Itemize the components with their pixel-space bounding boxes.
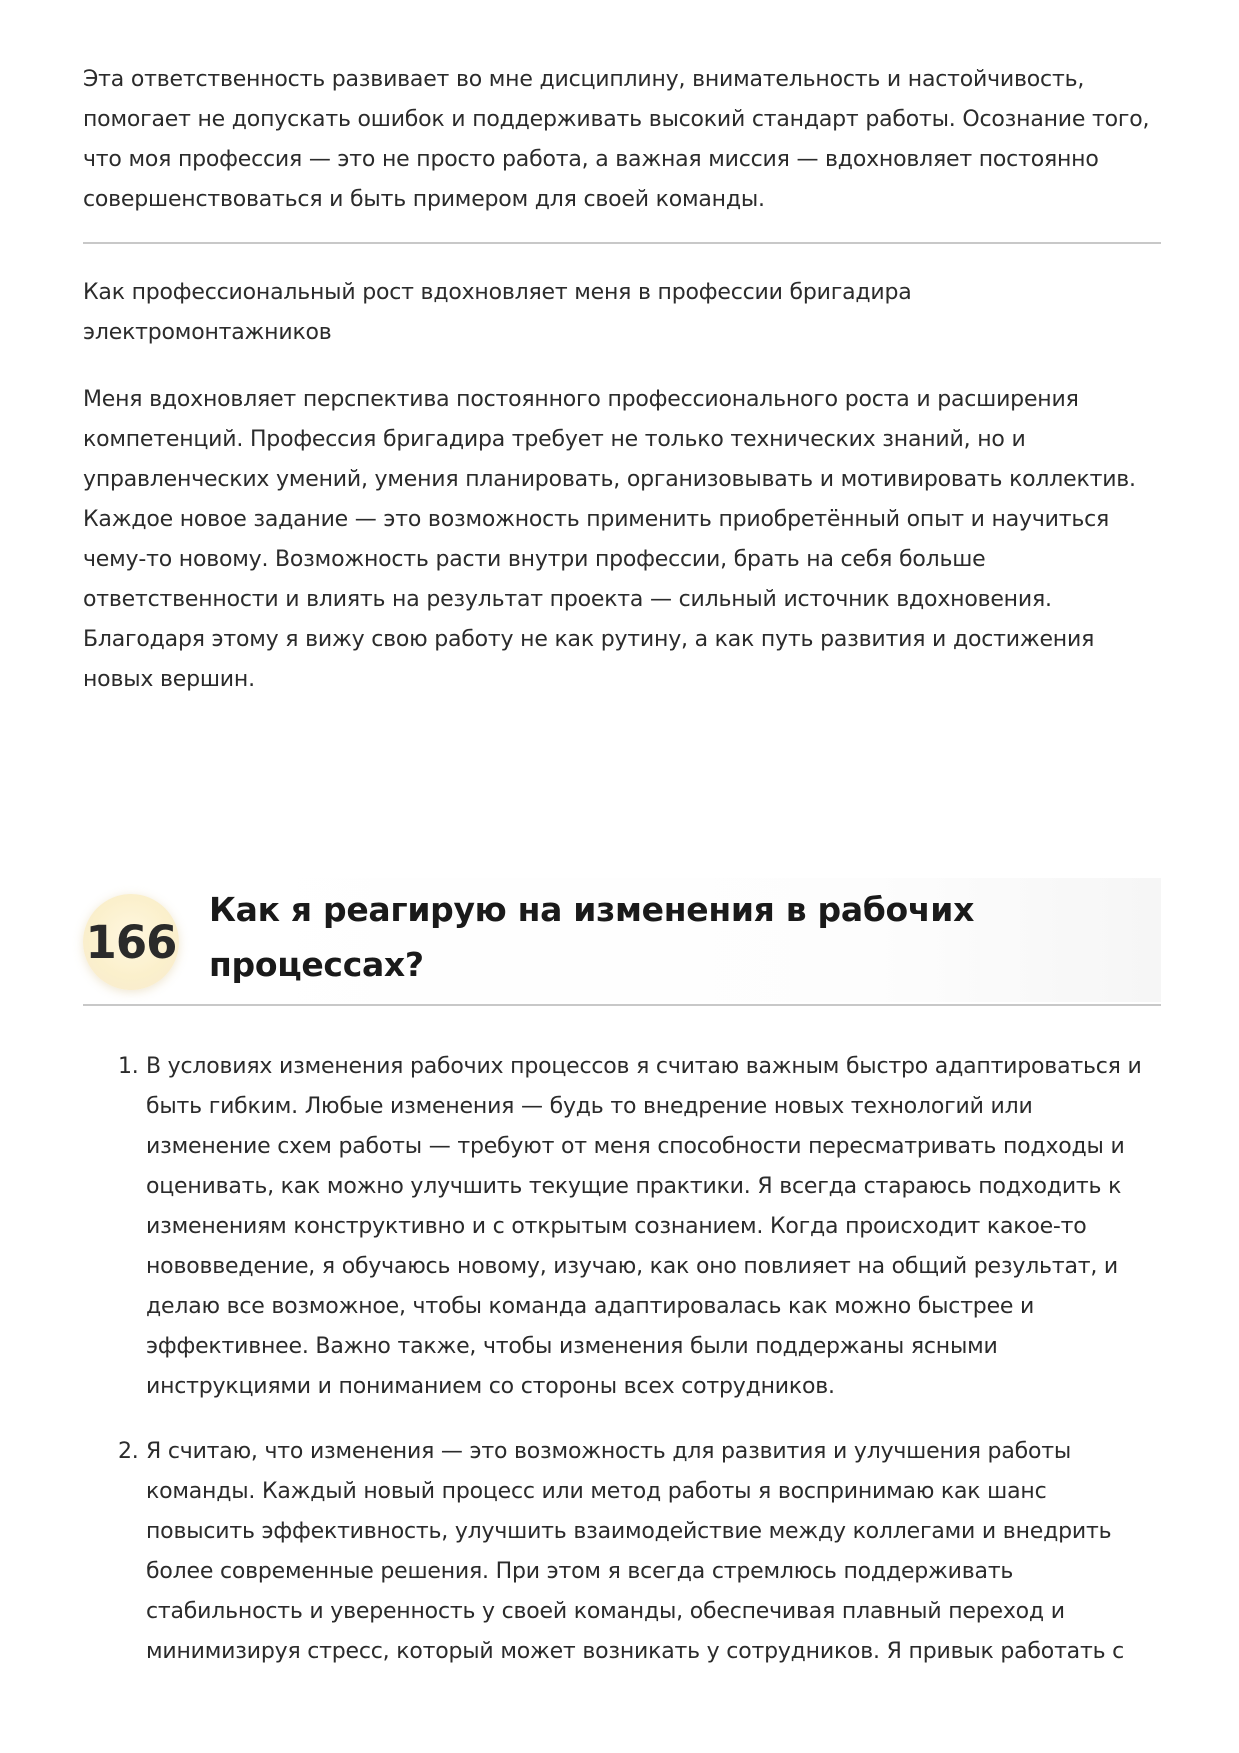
question-title: Как я реагирую на изменения в рабочих процессах? xyxy=(209,890,975,984)
answer-list xyxy=(83,1047,1161,1697)
answer-text: Я считаю, что изменения — это возможность для развития и улучшения работы команды. Каждый новый процесс или метод работы я воспринимаю как шанс повысить эффективность, улучшить взаимодействие между коллегами и внедрить более современные решения. При этом я всегда стремлюсь поддерживать стабильность и уверенность у своей команды, обеспечивая плавный переход и минимизируя стресс, который может возникать у сотрудников. Я привык работать с xyxy=(146,1439,1125,1664)
question-number-badge: 166 xyxy=(83,894,179,990)
answer-text: В условиях изменения рабочих процессов я считаю важным быстро адаптироваться и быть гибким. Любые изменения — будь то внедрение новых технологий или изменение схем работы — требуют от меня способности пересматривать подходы и оценивать, как можно улучшить текущие практики. Я всегда стараюсь подходить к изменениям конструктивно и с открытым сознанием. Когда происходит какое-то нововведение, я обучаюсь новому, изучаю, как оно повлияет на общий результат, и делаю все возможное, чтобы команда адаптировалась как можно быстрее и эффективнее. Важно также, чтобы изменения были поддержаны ясными инструкциями и пониманием со стороны всех сотрудников. xyxy=(146,1054,1142,1399)
growth-paragraph: Меня вдохновляет перспектива постоянного профессионального роста и расширения компетенций. Профессия бригадира требует не только технических знаний, но и управленческих умений, умения планировать, организовывать и мотивировать коллектив. Каждое новое задание — это возможность применить приобретённый опыт и научиться чему-то новому. Возможность расти внутри профессии, брать на себя больше ответственности и влиять на результат проекта — сильный источник вдохновения. Благодаря этому я вижу свою работу не как рутину, а как путь развития и достижения новых вершин. xyxy=(83,387,1136,692)
question-header xyxy=(83,878,1161,1006)
answer-number: 1. xyxy=(118,1054,139,1079)
question-divider xyxy=(83,1004,1161,1006)
answer-number: 2. xyxy=(118,1439,139,1464)
answer-item xyxy=(83,1432,1161,1672)
section-divider xyxy=(83,242,1161,244)
answer-item xyxy=(83,1047,1161,1407)
question-title-box xyxy=(209,878,1161,1002)
sub-question-heading: Как профессиональный рост вдохновляет меня в профессии бригадира электромонтажников xyxy=(83,280,912,345)
intro-paragraph: Эта ответственность развивает во мне дисциплину, внимательность и настойчивость, помогает не допускать ошибок и поддерживать высокий стандарт работы. Осознание того, что моя профессия — это не просто работа, а важная миссия — вдохновляет постоянно совершенствоваться и быть примером для своей команды. xyxy=(83,67,1150,212)
